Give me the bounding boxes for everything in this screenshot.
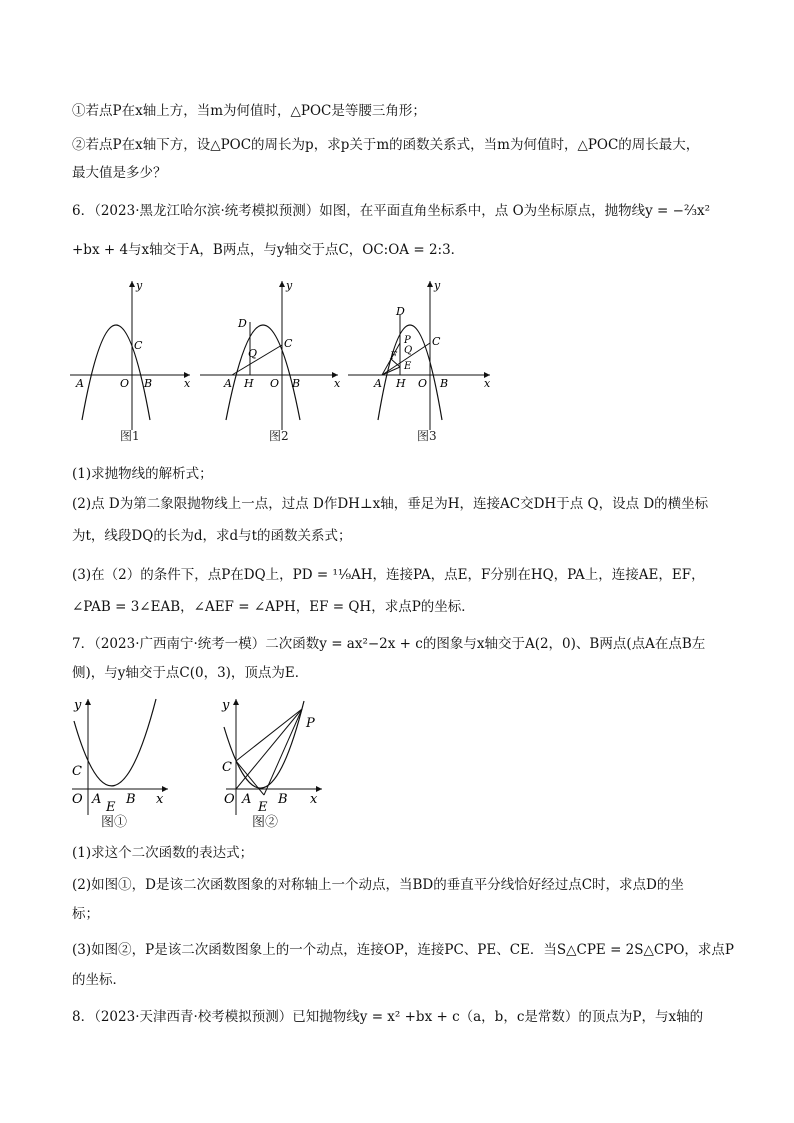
fig3-label-y: y: [434, 279, 441, 292]
fig2-label-b: B: [292, 377, 301, 390]
text-line-5: +bx + 4与x轴交于A，B两点，与y轴交于点C，OC:OA = 2:3．: [72, 242, 465, 258]
fig3-label-x: x: [484, 377, 491, 390]
text-line-8: 为t，线段DQ的长为d，求d与t的函数关系式；: [72, 528, 352, 544]
fig1-label-b: B: [144, 377, 153, 390]
text-line-14: (2)如图①，D是该二次函数图象的对称轴上一个动点，当BD的垂直平分线恰好经过点C时，求点D的坐: [72, 877, 684, 893]
fig1-label-x: x: [184, 377, 191, 390]
figb-label-y: y: [222, 698, 230, 713]
fig2-label-x: x: [334, 377, 341, 390]
figb-label-a: A: [242, 792, 252, 807]
fig3-label-q: Q: [404, 345, 413, 356]
fig2-label-c: C: [284, 337, 293, 350]
figa-label-y: y: [74, 698, 82, 713]
figb-label-b: B: [278, 792, 288, 807]
figure-1: [68, 275, 198, 435]
figa-label-e: E: [106, 800, 116, 815]
text-line-13: (1)求这个二次函数的表达式；: [72, 845, 254, 861]
fig1-label-a: A: [76, 377, 84, 390]
text-line-11: 7．（2023·广西南宁·统考一模）二次函数y = ax²−2x + c的图象与x轴交于A(2，0)、B两点(点A在点B左: [72, 636, 706, 652]
fig3-label-c: C: [432, 335, 441, 348]
figure-2: [198, 275, 348, 435]
figb-label-x: x: [310, 792, 318, 807]
fig3-label-a: A: [374, 377, 382, 390]
figa-label-a: A: [92, 792, 102, 807]
figb-label-c: C: [222, 760, 232, 775]
text-line-9: (3)在（2）的条件下，点P在DQ上，PD = ¹¹⁄₉AH，连接PA，点E，F分别在HQ，PA上，连接AE，EF，: [72, 567, 705, 583]
text-line-7: (2)点 D为第二象限抛物线上一点，过点 D作DH⊥x轴，垂足为H，连接AC交DH于点 Q，设点 D的横坐标: [72, 496, 709, 512]
text-line-3: 最大值是多少？: [72, 165, 167, 181]
figa-label-x: x: [156, 792, 164, 807]
text-line-17: 的坐标．: [72, 972, 126, 988]
text-line-4: 6．（2023·黑龙江哈尔滨·统考模拟预测）如图，在平面直角坐标系中，点 O为坐标原点，抛物线y = −⅔x²: [72, 203, 711, 219]
text-line-15: 标；: [72, 906, 99, 922]
text-line-16: (3)如图②，P是该二次函数图象上的一个动点，连接OP，连接PC、PE、CE．当S△CPE = 2S△CPO，求点P: [72, 942, 734, 958]
figure-3-caption: 图3: [417, 429, 437, 443]
figure-b-caption: 图②: [252, 815, 279, 830]
figb-label-o: O: [224, 792, 235, 807]
fig3-label-o: O: [418, 377, 428, 390]
figure-b: [222, 695, 332, 825]
figure-3: [346, 275, 496, 435]
fig3-label-b: B: [440, 377, 449, 390]
figure-a-caption: 图①: [101, 815, 128, 830]
fig2-label-y: y: [286, 279, 293, 292]
text-line-18: 8．（2023·天津西青·校考模拟预测）已知抛物线y = x² +bx + c（a，b，c是常数）的顶点为P，与x轴的: [72, 1009, 704, 1025]
fig3-label-h: H: [396, 377, 406, 390]
text-line-6: (1)求抛物线的解析式；: [72, 466, 213, 482]
figa-label-o: O: [72, 792, 83, 807]
fig1-label-o: O: [120, 377, 130, 390]
fig2-label-q: Q: [248, 347, 258, 360]
fig1-label-y: y: [136, 279, 143, 292]
figb-label-p: P: [306, 716, 315, 731]
figure-2-caption: 图2: [269, 429, 289, 443]
fig2-label-a: A: [224, 377, 232, 390]
fig3-label-e: E: [404, 361, 412, 372]
figure-a: [68, 695, 178, 825]
text-line-10: ∠PAB = 3∠EAB，∠AEF = ∠APH，EF = QH，求点P的坐标．: [72, 599, 475, 615]
figa-label-c: C: [72, 764, 82, 779]
fig3-label-p: P: [404, 335, 411, 346]
fig2-label-h: H: [244, 377, 254, 390]
figa-label-b: B: [126, 792, 136, 807]
text-line-2: ②若点P在x轴下方，设△POC的周长为p，求p关于m的函数关系式，当m为何值时，△POC的周长最大，: [72, 137, 700, 153]
text-line-12: 侧)，与y轴交于点C(0，3)，顶点为E．: [72, 665, 309, 681]
fig2-label-d: D: [238, 317, 247, 330]
fig3-label-d: D: [396, 305, 405, 318]
fig3-label-f: F: [390, 351, 397, 362]
fig2-label-o: O: [270, 377, 280, 390]
text-line-1: ①若点P在x轴上方，当m为何值时，△POC是等腰三角形；: [72, 103, 426, 119]
fig1-label-c: C: [134, 339, 143, 352]
figb-label-e: E: [258, 800, 268, 815]
figure-1-caption: 图1: [120, 429, 140, 443]
